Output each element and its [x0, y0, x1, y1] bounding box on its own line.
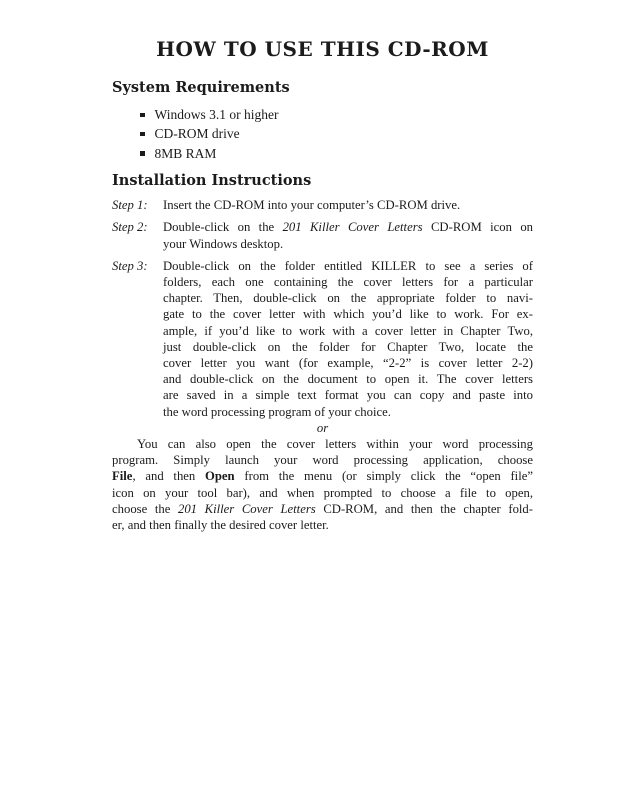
text-segment: are saved in a simple text format you can copy and paste into: [163, 388, 533, 403]
text-segment: CD-ROM, and then the chapter fold-: [315, 501, 534, 516]
step-row: [112, 219, 533, 251]
system-requirements-list: [112, 105, 533, 163]
text-line: [163, 387, 533, 403]
step-text: [163, 219, 533, 251]
text-line: [163, 219, 533, 235]
bullet-item: [140, 124, 533, 143]
text-line: [112, 468, 533, 484]
installation-steps: [112, 197, 533, 420]
text-segment: You can also open the cover letters within your word processing: [137, 437, 533, 452]
text-segment: and double-click on the document to open it. The cover letters: [163, 372, 533, 387]
text-line: [163, 236, 533, 252]
text-segment: 201 Killer Cover Letters: [282, 220, 423, 235]
text-segment: Insert the CD-ROM into your computer’s CD-ROM drive.: [163, 198, 461, 213]
text-segment: 201 Killer Cover Letters: [177, 501, 316, 516]
text-segment: Double-click on the folder entitled KILLER to see a series of: [163, 258, 533, 273]
bullet-item-label: 8MB RAM: [154, 145, 217, 161]
text-segment: program. Simply launch your word processing application, choose: [112, 453, 533, 468]
system-requirements-heading: System Requirements: [112, 79, 290, 96]
text-segment: ample, if you’d like to work with a cover letter in Chapter Two,: [163, 323, 533, 338]
text-line: [112, 452, 533, 468]
text-line: [112, 436, 533, 452]
text-line: [163, 274, 533, 290]
bullet-item: [140, 105, 533, 124]
step-row: [112, 197, 533, 213]
closing-paragraph: [112, 436, 533, 533]
step-text: [163, 197, 533, 213]
text-segment: just double-click on the folder for Chapter Two, locate the: [163, 339, 533, 354]
text-segment: your Windows desktop.: [163, 236, 284, 251]
text-line: [163, 371, 533, 387]
bullet-item-label: Windows 3.1 or higher: [154, 107, 279, 122]
text-line: [163, 290, 533, 306]
installation-instructions-heading: Installation Instructions: [112, 172, 312, 190]
text-line: [112, 501, 533, 517]
step-text: [163, 258, 533, 420]
text-line: [163, 258, 533, 274]
text-segment: CD-ROM icon on: [422, 220, 534, 235]
text-segment: chapter. Then, double-click on the appropriate folder to navi-: [163, 291, 533, 306]
step-row: [112, 258, 533, 420]
text-segment: , and then: [132, 469, 205, 484]
step-label: Step 1:: [112, 198, 148, 213]
text-segment: folders, each one containing the cover letters for a particular: [163, 275, 533, 290]
square-bullet-icon: [140, 151, 145, 156]
page-title: HOW TO USE THIS CD-ROM: [156, 37, 489, 61]
text-segment: icon on your tool bar), and when prompted to choose a file to open,: [112, 485, 533, 500]
step-label: Step 3:: [112, 258, 148, 273]
text-segment: from the menu (or simply click the “open file”: [234, 469, 533, 484]
text-segment: gate to the cover letter with which you’d like to work. For ex-: [163, 307, 533, 322]
text-segment: er, and then finally the desired cover letter.: [112, 518, 329, 533]
text-line: [163, 339, 533, 355]
bullet-item-label: CD-ROM drive: [154, 126, 240, 142]
or-separator: or: [316, 420, 329, 435]
text-segment: File: [112, 469, 133, 484]
text-line: [163, 355, 533, 371]
text-line: [112, 517, 533, 533]
text-segment: choose the: [112, 501, 178, 516]
text-line: [163, 404, 533, 420]
square-bullet-icon: [140, 113, 145, 118]
step-label: Step 2:: [112, 220, 148, 235]
text-segment: Open: [205, 469, 235, 484]
text-line: [163, 197, 533, 213]
text-line: [163, 323, 533, 339]
text-line: [112, 485, 533, 501]
square-bullet-icon: [140, 132, 145, 137]
bullet-item: [140, 144, 533, 163]
text-segment: Double-click on the: [163, 220, 283, 235]
text-segment: cover letter you want (for example, “2-2” is cover letter 2-2): [163, 356, 533, 371]
text-segment: the word processing program of your choice.: [163, 404, 391, 419]
text-line: [163, 306, 533, 322]
